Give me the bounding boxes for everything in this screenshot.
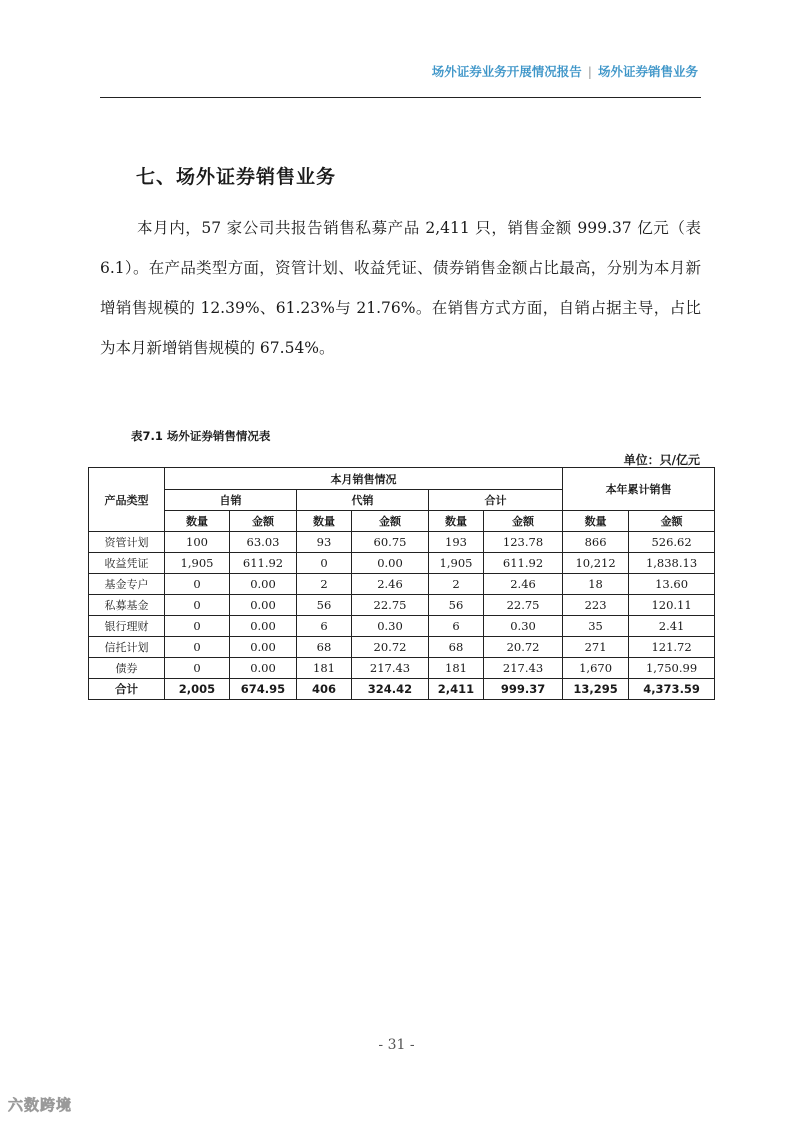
- table-cell: 56: [297, 595, 352, 616]
- table-row: [89, 658, 715, 679]
- table-cell: 0: [297, 553, 352, 574]
- table-cell: 0.00: [352, 553, 429, 574]
- table-cell: 2.41: [629, 616, 715, 637]
- table-cell: 123.78: [484, 532, 563, 553]
- table-cell: 324.42: [352, 679, 429, 700]
- row-category: 资管计划: [89, 532, 165, 553]
- header-section-name: 场外证券销售业务: [597, 64, 698, 79]
- table-cell: 0: [165, 658, 230, 679]
- watermark: [8, 1094, 72, 1115]
- table-cell: 0: [165, 574, 230, 595]
- table-cell: 2,411: [429, 679, 484, 700]
- row-category: 基金专户: [89, 574, 165, 595]
- total-label: 合计: [89, 679, 165, 700]
- table-cell: 999.37: [484, 679, 563, 700]
- header-quantity: 数量: [297, 511, 352, 532]
- table-unit: 单位：只/亿元: [623, 453, 700, 467]
- table-cell: 866: [563, 532, 629, 553]
- table-cell: 6: [429, 616, 484, 637]
- table-cell: 0.00: [230, 616, 297, 637]
- table-cell: 1,905: [429, 553, 484, 574]
- table-row: [89, 532, 715, 553]
- row-category: 银行理财: [89, 616, 165, 637]
- table-row: [89, 553, 715, 574]
- table-cell: 223: [563, 595, 629, 616]
- table-cell: 0.00: [230, 637, 297, 658]
- header-amount: 金额: [484, 511, 563, 532]
- table-cell: 20.72: [484, 637, 563, 658]
- header-agency-sales: 代销: [297, 490, 429, 511]
- table-cell: 68: [297, 637, 352, 658]
- table-cell: 6: [297, 616, 352, 637]
- row-category: 收益凭证: [89, 553, 165, 574]
- table-cell: 2: [297, 574, 352, 595]
- table-cell: 100: [165, 532, 230, 553]
- table-cell: 0.30: [352, 616, 429, 637]
- page-number: - 31 -: [378, 1037, 415, 1053]
- header-subtotal: 合计: [429, 490, 563, 511]
- table-cell: 217.43: [484, 658, 563, 679]
- body-paragraph: 本月内，57 家公司共报告销售私募产品 2,411 只，销售金额 999.37 亿元（表6.1）。在产品类型方面，资管计划、收益凭证、债券销售金额占比最高，分别为本月新增销售规模的 12.39%、61.23%与 21.76%。在销售方式方面，自销占据主导，占比为本月新增销售规模的 67.54%。: [100, 219, 701, 357]
- table-cell: 217.43: [352, 658, 429, 679]
- table-cell: 2.46: [352, 574, 429, 595]
- header-quantity: 数量: [563, 511, 629, 532]
- table-cell: 35: [563, 616, 629, 637]
- header-product-type: 产品类型: [89, 468, 165, 532]
- table-cell: 121.72: [629, 637, 715, 658]
- table-cell: 68: [429, 637, 484, 658]
- table-total-row: [89, 679, 715, 700]
- table-cell: 0.00: [230, 595, 297, 616]
- table-row: [89, 595, 715, 616]
- table-cell: 271: [563, 637, 629, 658]
- header-amount: 金额: [629, 511, 715, 532]
- watermark-text: 六数跨境: [8, 1096, 73, 1114]
- table-cell: 526.62: [629, 532, 715, 553]
- running-header: [432, 62, 698, 80]
- header-monthly: 本月销售情况: [165, 468, 563, 490]
- table-cell: 193: [429, 532, 484, 553]
- table-row: [89, 637, 715, 658]
- table-row: [89, 574, 715, 595]
- header-amount: 金额: [352, 511, 429, 532]
- header-rule: [100, 97, 701, 98]
- sales-table: [88, 467, 715, 700]
- table-cell: 0.30: [484, 616, 563, 637]
- table-cell: 0: [165, 637, 230, 658]
- table-cell: 611.92: [230, 553, 297, 574]
- table-cell: 611.92: [484, 553, 563, 574]
- table-cell: 120.11: [629, 595, 715, 616]
- table-cell: 181: [297, 658, 352, 679]
- report-title: 场外证券业务开展情况报告: [431, 64, 582, 79]
- table-cell: 93: [297, 532, 352, 553]
- table-cell: 13.60: [629, 574, 715, 595]
- table-cell: 2,005: [165, 679, 230, 700]
- table-cell: 13,295: [563, 679, 629, 700]
- table-cell: 0.00: [230, 658, 297, 679]
- table-cell: 1,838.13: [629, 553, 715, 574]
- row-category: 私募基金: [89, 595, 165, 616]
- table-cell: 674.95: [230, 679, 297, 700]
- header-separator: |: [587, 64, 592, 79]
- row-category: 债券: [89, 658, 165, 679]
- table-cell: 18: [563, 574, 629, 595]
- section-title: 七、场外证券销售业务: [136, 166, 337, 188]
- table-cell: 0: [165, 595, 230, 616]
- table-cell: 60.75: [352, 532, 429, 553]
- table-cell: 0.00: [230, 574, 297, 595]
- table-cell: 56: [429, 595, 484, 616]
- table-cell: 2: [429, 574, 484, 595]
- table-cell: 4,373.59: [629, 679, 715, 700]
- table-cell: 63.03: [230, 532, 297, 553]
- header-ytd: 本年累计销售: [563, 468, 715, 511]
- table-cell: 10,212: [563, 553, 629, 574]
- header-self-sales: 自销: [165, 490, 297, 511]
- table-cell: 22.75: [484, 595, 563, 616]
- table-cell: 181: [429, 658, 484, 679]
- table-cell: 1,905: [165, 553, 230, 574]
- table-cell: 22.75: [352, 595, 429, 616]
- header-quantity: 数量: [165, 511, 230, 532]
- table-row: [89, 616, 715, 637]
- table-cell: 2.46: [484, 574, 563, 595]
- table-cell: 1,750.99: [629, 658, 715, 679]
- header-quantity: 数量: [429, 511, 484, 532]
- table-cell: 1,670: [563, 658, 629, 679]
- table-caption: 表7.1 场外证券销售情况表: [131, 429, 271, 443]
- table-cell: 0: [165, 616, 230, 637]
- header-amount: 金额: [230, 511, 297, 532]
- row-category: 信托计划: [89, 637, 165, 658]
- table-cell: 406: [297, 679, 352, 700]
- table-cell: 20.72: [352, 637, 429, 658]
